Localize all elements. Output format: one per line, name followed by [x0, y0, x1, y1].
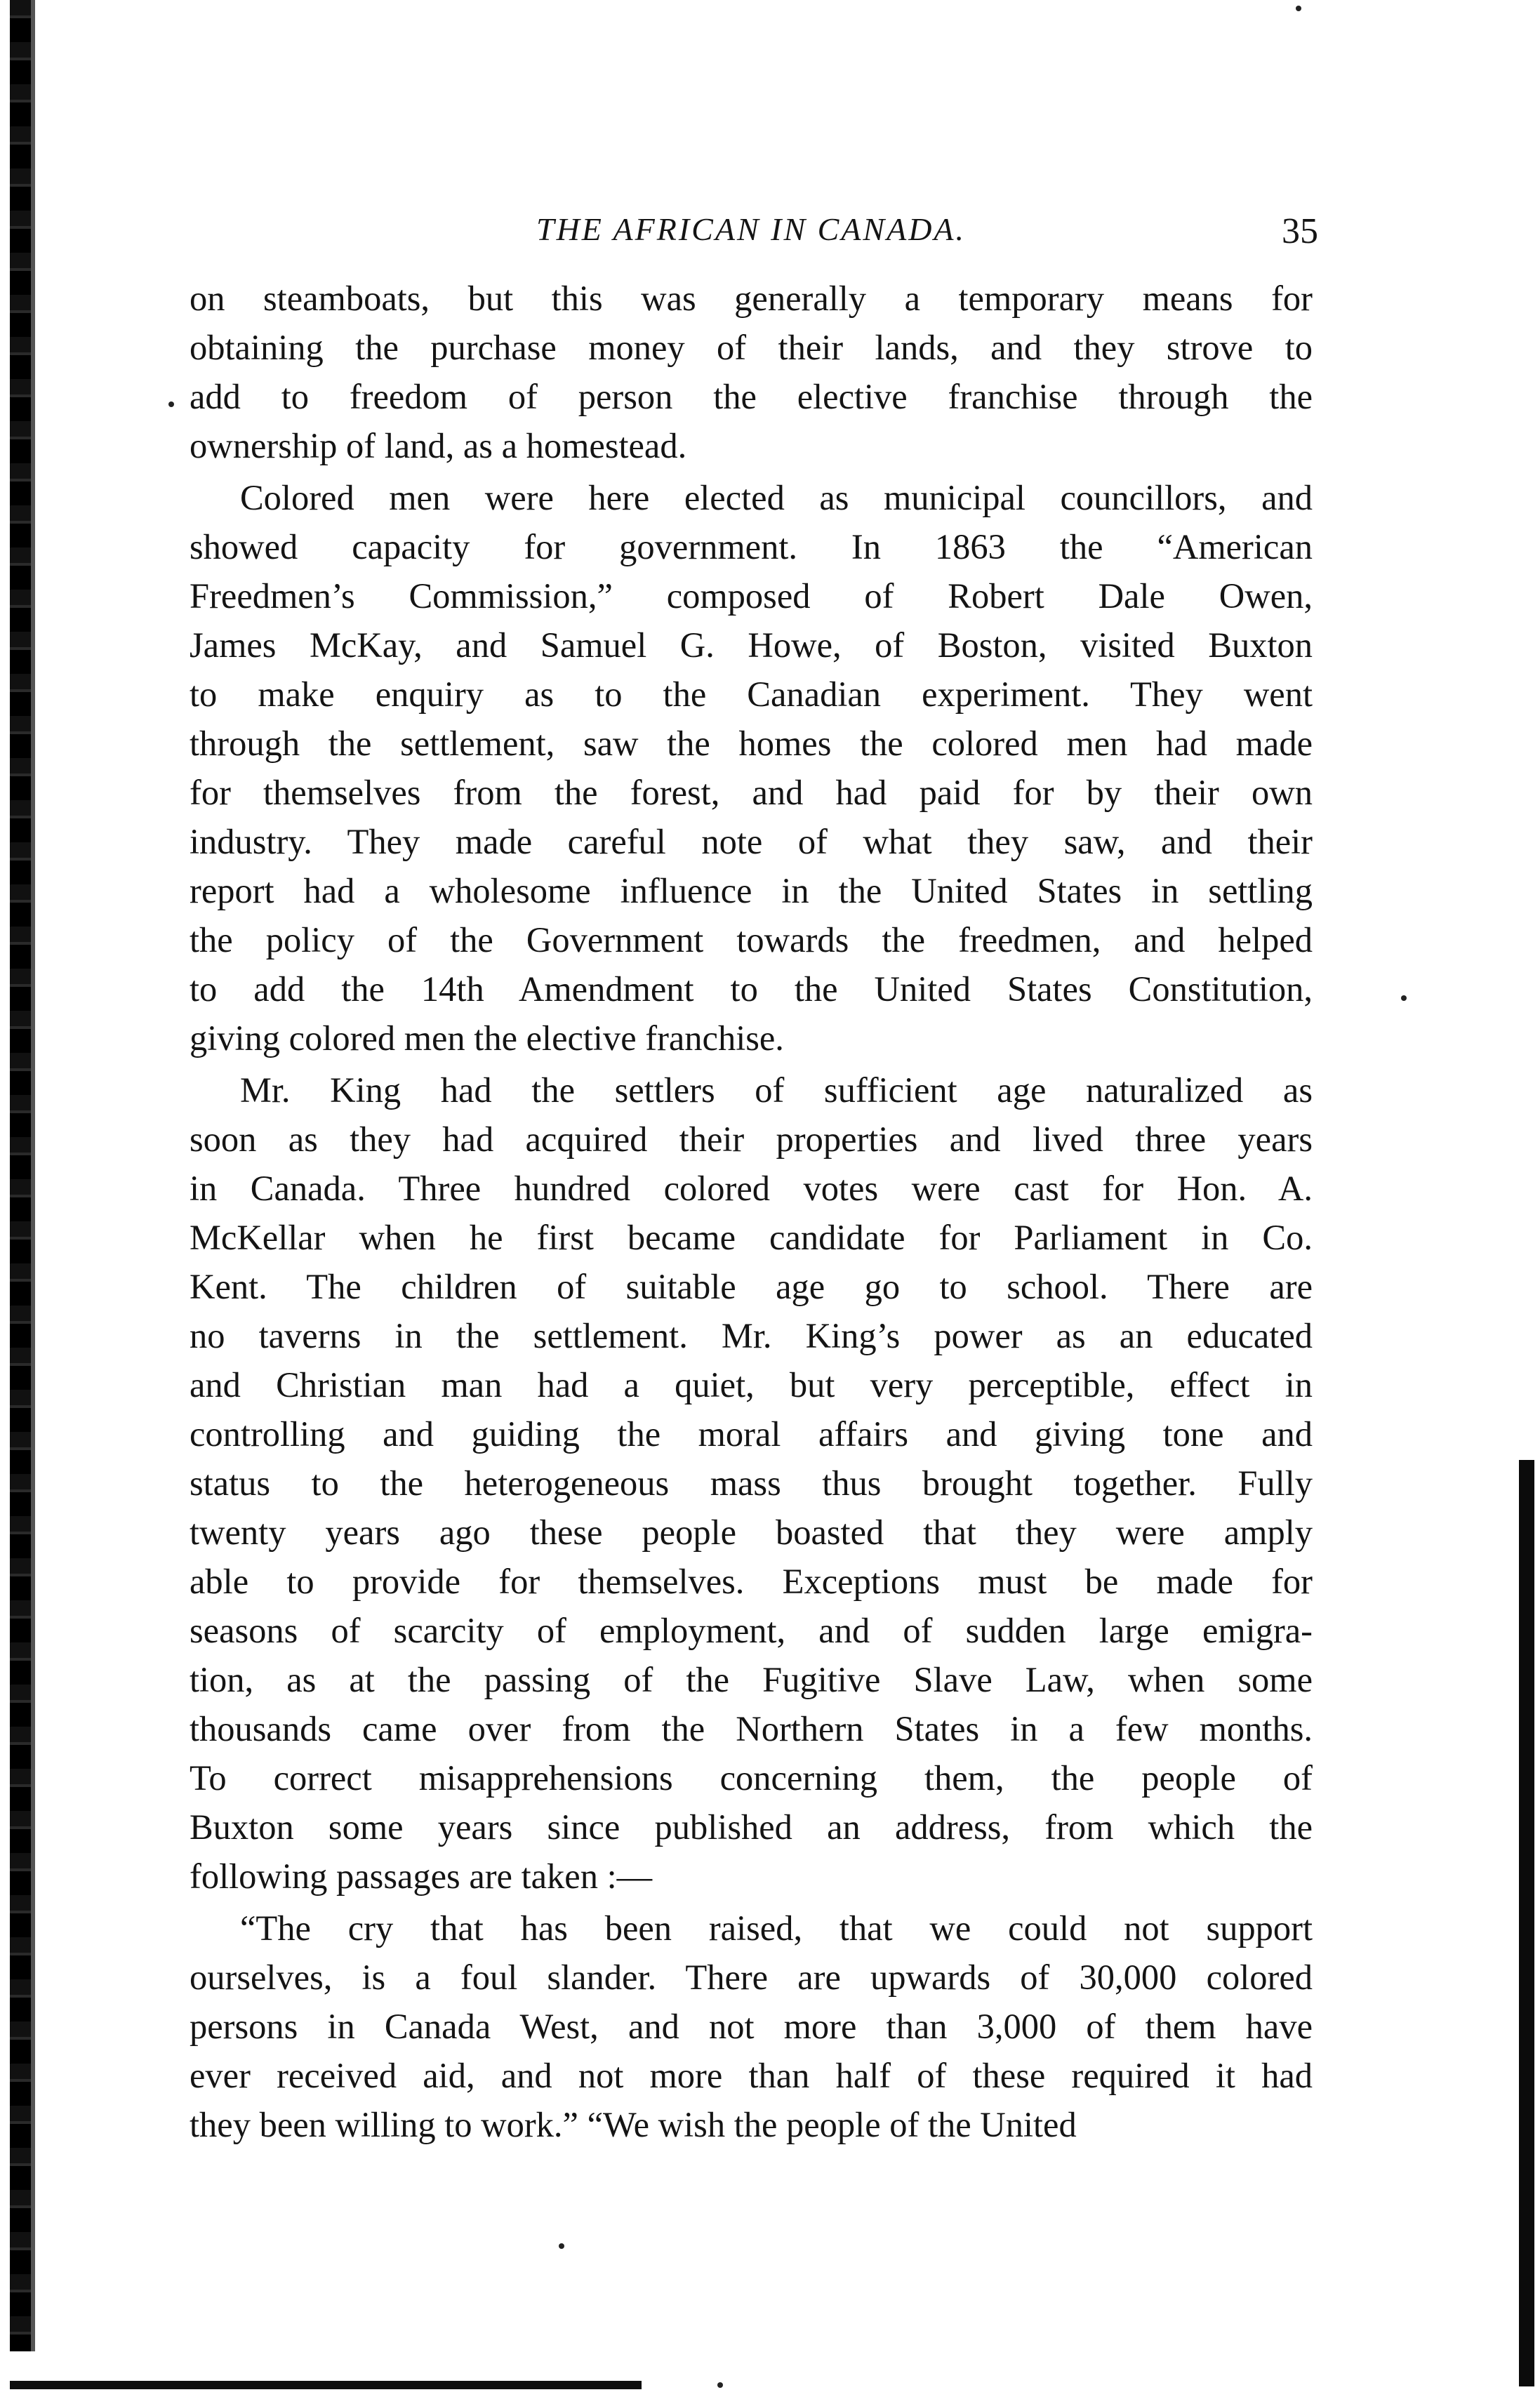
paragraph: [190, 1065, 1313, 1901]
scan-speck: [717, 2382, 723, 2388]
text-line: seasons of scarcity of employment, and of sudden large emigra-: [190, 1611, 1313, 1650]
scan-speck: [1296, 6, 1301, 11]
text-line: ownership of land, as a homestead.: [190, 426, 687, 465]
paragraph: [190, 274, 1313, 470]
text-line: controlling and guiding the moral affairs and giving tone and: [190, 1414, 1313, 1454]
text-line: and Christian man had a quiet, but very perceptible, effect in: [190, 1365, 1313, 1404]
text-line: following passages are taken :—: [190, 1857, 653, 1896]
text-line: add to freedom of person the elective franchise through the: [190, 377, 1313, 416]
text-line: persons in Canada West, and not more than 3,000 of them have: [190, 2007, 1313, 2046]
text-line: to add the 14th Amendment to the United States Constitution,: [190, 969, 1313, 1009]
text-line: no taverns in the settlement. Mr. King’s power as an educated: [190, 1316, 1313, 1355]
paragraph: [190, 1904, 1313, 2149]
text-line: through the settlement, saw the homes the colored men had made: [190, 724, 1313, 763]
text-line: twenty years ago these people boasted that they were amply: [190, 1513, 1313, 1552]
page-number: 35: [1282, 211, 1318, 251]
running-head: [190, 211, 1318, 274]
text-line: on steamboats, but this was generally a temporary means for: [190, 279, 1313, 318]
text-line: obtaining the purchase money of their lands, and they strove to: [190, 328, 1313, 367]
text-line: Buxton some years since published an address, from which the: [190, 1807, 1313, 1847]
text-line: to make enquiry as to the Canadian experiment. They went: [190, 675, 1313, 714]
text-line: Freedmen’s Commission,” composed of Robert Dale Owen,: [190, 576, 1313, 616]
text-line: Colored men were here elected as municipal councillors, and: [240, 478, 1313, 517]
text-line: soon as they had acquired their properties and lived three years: [190, 1120, 1313, 1159]
running-title: THE AFRICAN IN CANADA.: [536, 211, 967, 247]
text-line: ourselves, is a foul slander. There are upwards of 30,000 colored: [190, 1958, 1313, 1997]
scan-binding-shadow: [31, 0, 35, 2351]
book-page: [190, 211, 1318, 2152]
body-text: [190, 274, 1313, 2149]
scan-binding-edge-right: [1519, 1460, 1534, 2386]
text-line: McKellar when he first became candidate for Parliament in Co.: [190, 1218, 1313, 1257]
scan-bottom-edge: [10, 2381, 642, 2389]
text-line: To correct misapprehensions concerning them, the people of: [190, 1758, 1313, 1798]
text-line: industry. They made careful note of what they saw, and their: [190, 822, 1313, 861]
text-line: tion, as at the passing of the Fugitive Slave Law, when some: [190, 1660, 1313, 1699]
text-line: giving colored men the elective franchise.: [190, 1018, 784, 1058]
text-line: status to the heterogeneous mass thus brought together. Fully: [190, 1463, 1313, 1503]
text-line: in Canada. Three hundred colored votes were cast for Hon. A.: [190, 1169, 1313, 1208]
text-line: they been willing to work.” “We wish the people of the United: [190, 2105, 1077, 2144]
paragraph: [190, 473, 1313, 1063]
text-line: able to provide for themselves. Exceptions must be made for: [190, 1562, 1313, 1601]
text-line: “The cry that has been raised, that we could not support: [240, 1908, 1313, 1948]
text-line: James McKay, and Samuel G. Howe, of Boston, visited Buxton: [190, 625, 1313, 665]
scan-speck: [559, 2243, 564, 2249]
text-line: showed capacity for government. In 1863 the “American: [190, 527, 1313, 566]
text-line: for themselves from the forest, and had paid for by their own: [190, 773, 1313, 812]
text-line: report had a wholesome influence in the United States in settling: [190, 871, 1313, 910]
text-line: Mr. King had the settlers of sufficient age naturalized as: [240, 1070, 1313, 1110]
text-line: thousands came over from the Northern States in a few months.: [190, 1709, 1313, 1748]
text-line: Kent. The children of suitable age go to school. There are: [190, 1267, 1313, 1306]
scan-speck: [168, 401, 174, 407]
text-line: the policy of the Government towards the freedmen, and helped: [190, 920, 1313, 959]
scan-speck: [1401, 995, 1407, 1001]
scan-binding-edge-left: [10, 0, 31, 2351]
text-line: ever received aid, and not more than half of these required it had: [190, 2056, 1313, 2095]
